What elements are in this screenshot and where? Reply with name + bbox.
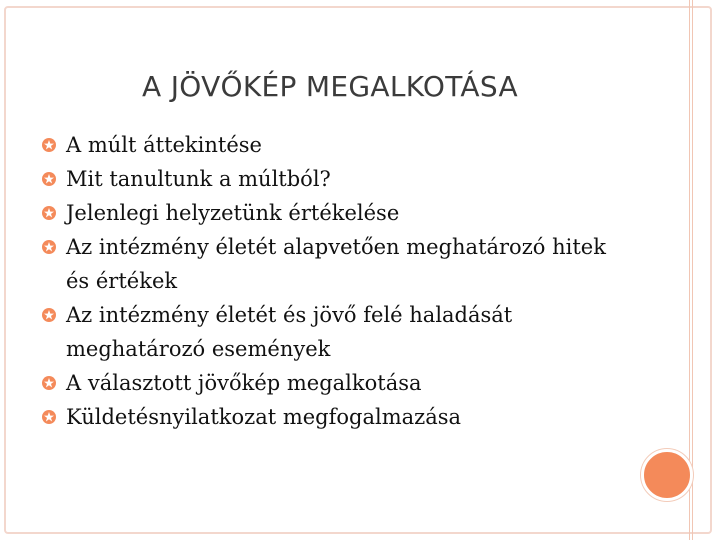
bullet-item (40, 128, 620, 162)
bullet-item (40, 162, 620, 196)
star-bullet-icon (42, 376, 56, 390)
star-bullet-icon (42, 410, 56, 424)
star-bullet-icon (42, 206, 56, 220)
bullet-item (40, 230, 620, 298)
bullet-item (40, 196, 620, 230)
star-bullet-icon (42, 172, 56, 186)
bullet-item (40, 366, 620, 400)
star-bullet-icon (42, 138, 56, 152)
bullet-text: Mit tanultunk a múltból? (66, 167, 331, 191)
bullet-item (40, 400, 620, 434)
bullet-list (40, 128, 620, 434)
bullet-text: Az intézmény életét alapvetően meghatározó hitek és értékek (66, 235, 606, 293)
bullet-item (40, 298, 620, 366)
star-bullet-icon (42, 240, 56, 254)
bullet-text: Az intézmény életét és jövő felé haladását meghatározó események (66, 303, 513, 361)
bullet-text: Küldetésnyilatkozat megfogalmazása (66, 405, 462, 429)
decorative-circle-icon (641, 449, 693, 501)
slide-title: A JÖVŐKÉP MEGALKOTÁSA (142, 70, 518, 103)
decorative-vertical-rule (689, 0, 693, 540)
bullet-text: A múlt áttekintése (66, 133, 262, 157)
bullet-text: Jelenlegi helyzetünk értékelése (66, 201, 400, 225)
bullet-text: A választott jövőkép megalkotása (66, 371, 422, 395)
star-bullet-icon (42, 308, 56, 322)
